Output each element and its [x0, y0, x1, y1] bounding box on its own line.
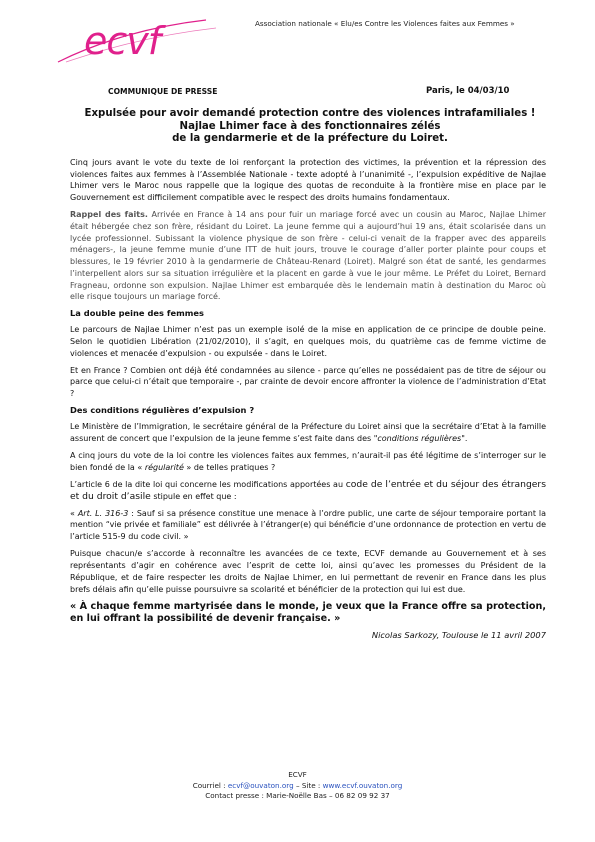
paragraph-ministere-text: Le Ministère de l’Immigration, le secrétaire général de la Préfecture du Loiret ainsi que la secrétaire d’Etat à la famille assurent de concert que l’expulsion de la jeune femme s’est faite dans des: [70, 422, 546, 443]
footer-contact-line: [0, 781, 595, 792]
paragraph-article-6-code: code de l’entrée et du séjour des étrangers et du droit d’asile: [70, 478, 546, 502]
sarkozy-quote: « À chaque femme martyrisée dans le monde, je veux que la France offre sa protection, en lui offrant la possibilité de devenir française. »: [70, 600, 546, 624]
paragraph-article-l316-text: : Sauf si sa présence constitue une menace à l’ordre public, une carte de séjour temporaire portant la mention “vie privée et familiale” est délivrée à l’étranger(e) qui bénéficie d’une ordonnance de protection en vertu de l’article 515-9 du code civil. »: [70, 508, 547, 542]
paragraph-regularite-italic: régularité: [144, 462, 184, 472]
headline: [70, 108, 550, 146]
paragraph-silence: Et en France ? Combien ont déjà été condamnées au silence - parce qu’elles ne possédaient pas de titre de séjour ou parce que celui-ci n’était que temporaire -, par crainte de devoir encore affronter la violence de l’administration d’Etat ?: [70, 365, 546, 399]
paragraph-article-6-end: stipule en effet que :: [150, 491, 237, 501]
footer-email-link[interactable]: ecvf@ouvaton.org: [227, 780, 294, 790]
headline-line-1: Expulsée pour avoir demandé protection contre des violences intrafamiliales !: [84, 108, 536, 119]
svg-text:ecvf: ecvf: [84, 19, 161, 63]
footer-site-label: – Site :: [293, 780, 323, 790]
paragraph-double-peine: Le parcours de Najlae Lhimer n’est pas un exemple isolé de la mise en application de ce principe de double peine. Selon le quotidien Libération (21/02/2010), il s’agit, en quelques mois, du quatrième cas de femme victime de violences et menacée d’expulsion - ou expulsée - dans le Loiret.: [70, 325, 546, 358]
paragraph-regularite-end: » de telles pratiques ?: [183, 462, 276, 472]
footer-email-label: Courriel :: [192, 780, 228, 790]
headline-line-3: de la gendarmerie et de la préfecture du Loiret.: [172, 133, 448, 145]
paragraph-article-6-text: L’article 6 de la dite loi qui concerne les modifications apportées au: [70, 479, 346, 489]
paragraph-ministere-end: .: [464, 433, 468, 443]
facts-text: Arrivée en France à 14 ans pour fuir un mariage forcé avec un cousin au Maroc, Najlae Lhimer était hébergée chez son frère, résidant du Loiret. La jeune femme qui a aujourd’hui 19 ans, était scolarisée dans un lycée professionnel. Subissant la violence physique de son frère - celui-ci venait de la frapper avec des appareils ménagers-, la jeune femme munie d’une ITT de huit jours, trouve le courage d’aller porter plainte pour coups et blessures, le 19 février 2010 à la gendarmerie de Château-Renard (Loiret). Malgré son état de santé, les gendarmes l’interpellent alors sur sa situation irrégulière et la placent en garde à vue le jour même. Le Préfet du Loiret, Bernard Fragneau, ordonne son expulsion. Najlae Lhimer est embarquée dès le lendemain matin à destination du Maroc où elle risque toujours un mariage forcé.: [70, 210, 546, 302]
paragraph-regularite-text: A cinq jours du vote de la loi contre les violences faites aux femmes, n’aurait-il pas été légitime de s’interroger sur le bien fondé de la «: [70, 450, 546, 472]
press-release-label: COMMUNIQUE DE PRESSE: [108, 87, 218, 96]
section-heading-conditions: Des conditions régulières d’expulsion ?: [70, 405, 255, 416]
place-date: Paris, le 04/03/10: [426, 86, 510, 96]
footer-press-contact: Contact presse : Marie-Noëlle Bas – 06 82 09 92 37: [205, 791, 390, 800]
article-body: [70, 157, 546, 647]
facts-label: Rappel des faits.: [70, 210, 148, 220]
paragraph-ministere-quote: "conditions régulières": [373, 433, 465, 443]
quote-signature: Nicolas Sarkozy, Toulouse le 11 avril 2007: [371, 630, 546, 641]
ecvf-logo: [56, 18, 221, 64]
association-name: Association nationale « Elu/es Contre les Violences faites aux Femmes »: [255, 19, 515, 28]
paragraph-article-6: [70, 479, 546, 502]
facts-paragraph: [70, 209, 546, 303]
paragraph-demand: Puisque chacun/e s’accorde à reconnaître les avancées de ce texte, ECVF demande au Gouvernement et à ses représentants d’agir en cohérence avec l’esprit de cette loi, ainsi qu’avec les promesses du Président de la République, et de faire respecter les droits de Najlae Lhimer, en lui permettant de revenir en France dans les plus brefs délais afin qu’elle puisse poursuivre sa scolarité et bénéficier de la protection qui lui est due.: [70, 549, 546, 594]
footer: [0, 770, 595, 802]
footer-org: ECVF: [288, 770, 307, 779]
paragraph-regularite: [70, 450, 546, 473]
paragraph-article-l316: [70, 508, 546, 543]
section-heading-double-peine: La double peine des femmes: [70, 308, 204, 319]
paragraph-article-l316-ref: Art. L. 316-3: [77, 508, 129, 518]
paragraph-ministere: [70, 421, 546, 444]
intro-paragraph: Cinq jours avant le vote du texte de loi renforçant la protection des victimes, la prévention et la répression des violences faites aux femmes à l’Assemblée Nationale - texte adopté à l’unanimité -, l’expulsion expéditive de Najlae Lhimer vers le Maroc nous rappelle que la logique des quotas de reconduite à la frontière mise en place par le Gouvernement est difficilement compatible avec le respect des droits humains fondamentaux.: [70, 158, 546, 203]
paragraph-article-l316-open: «: [70, 508, 78, 518]
headline-line-2: Najlae Lhimer face à des fonctionnaires zélés: [179, 120, 441, 132]
footer-site-link[interactable]: www.ecvf.ouvaton.org: [322, 780, 403, 790]
